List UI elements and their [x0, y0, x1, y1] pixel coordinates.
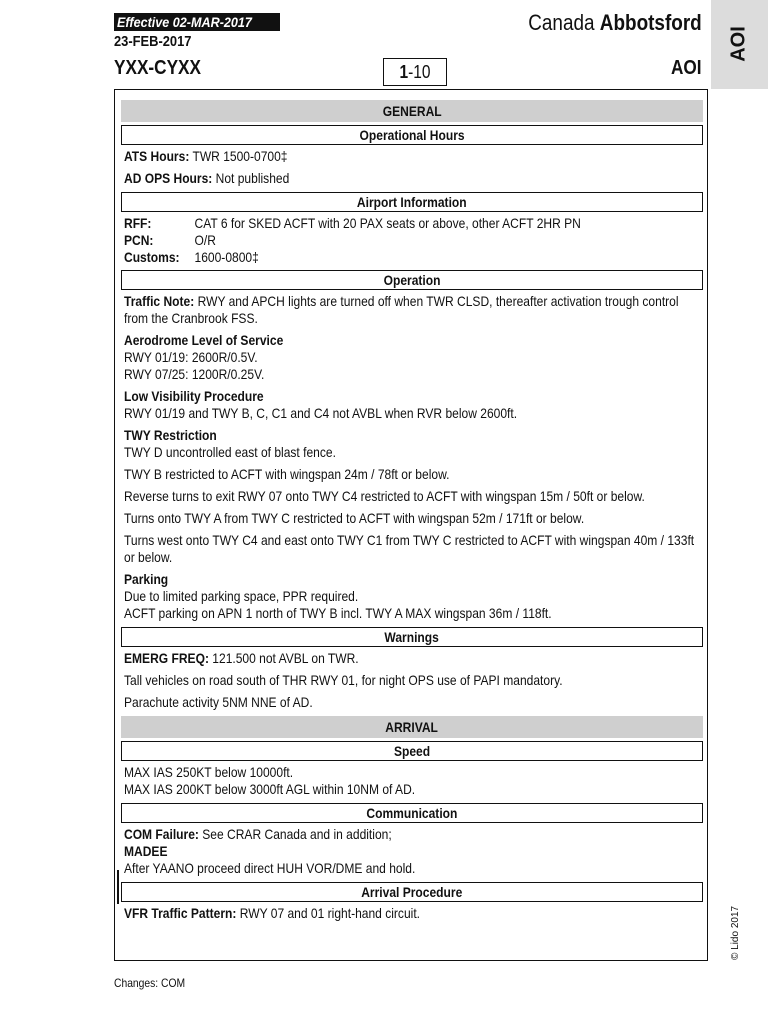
subsection-speed: Speed [121, 741, 703, 761]
low-visibility-text: RWY 01/19 and TWY B, C, C1 and C4 not AVBL when RVR below 2600ft. [124, 405, 518, 421]
parking-title: Parking [124, 571, 169, 587]
subsection-arrival-procedure: Arrival Procedure [121, 882, 703, 902]
copyright: © Lido 2017 [730, 905, 741, 960]
twy-line: TWY B restricted to ACFT with wingspan 24m / 78ft or below. [124, 466, 450, 482]
changes-note: Changes: COM [114, 976, 186, 990]
issue-date: 23-FEB-2017 [114, 33, 192, 50]
subsection-communication: Communication [121, 803, 703, 823]
twy-line: Turns onto TWY A from TWY C restricted to ACFT with wingspan 52m / 171ft or below. [124, 510, 585, 526]
subsection-operation: Operation [121, 270, 703, 290]
speed-line: MAX IAS 200KT below 3000ft AGL within 10NM of AD. [124, 781, 416, 797]
traffic-note: Traffic Note: RWY and APCH lights are turned off when TWR CLSD, thereafter activation trough control from the Cranbrook FSS. [124, 293, 679, 326]
madee-title: MADEE [124, 843, 168, 859]
twy-line: Turns west onto TWY C4 and east onto TWY C1 from TWY C restricted to ACFT with wingspan 40m / 133ft or below. [124, 532, 695, 565]
speed-line: MAX IAS 250KT below 10000ft. [124, 764, 294, 780]
warning-line: Parachute activity 5NM NNE of AD. [124, 694, 313, 710]
ad-ops-hours: AD OPS Hours: Not published [124, 170, 290, 186]
subsection-airport-information: Airport Information [121, 192, 703, 212]
vfr-traffic-pattern: VFR Traffic Pattern: RWY 07 and 01 right-hand circuit. [124, 905, 421, 921]
parking-line: Due to limited parking space, PPR required. [124, 588, 359, 604]
parking-line: ACFT parking on APN 1 north of TWY B incl. TWY A MAX wingspan 36m / 118ft. [124, 605, 552, 621]
com-failure: COM Failure: See CRAR Canada and in addition; [124, 826, 392, 842]
airport-code: AOI [671, 57, 702, 79]
twy-line: Reverse turns to exit RWY 07 onto TWY C4 restricted to ACFT with wingspan 15m / 50ft or below. [124, 488, 645, 504]
rff-row: RFF: CAT 6 for SKED ACFT with 20 PAX seats or above, other ACFT 2HR PN [124, 215, 581, 231]
low-visibility-title: Low Visibility Procedure [124, 388, 264, 404]
location-title: Canada Abbotsford [528, 10, 702, 35]
section-general: GENERAL [121, 100, 703, 122]
route-code: YXX-CYXX [114, 57, 201, 79]
section-arrival: ARRIVAL [121, 716, 703, 738]
als-line: RWY 01/19: 2600R/0.5V. [124, 349, 258, 365]
twy-restriction-title: TWY Restriction [124, 427, 217, 443]
ats-hours: ATS Hours: TWR 1500-0700‡ [124, 148, 288, 164]
content-frame [114, 89, 708, 961]
change-bar [117, 870, 119, 904]
subsection-operational-hours: Operational Hours [121, 125, 703, 145]
als-line: RWY 07/25: 1200R/0.25V. [124, 366, 265, 382]
customs-row: Customs: 1600-0800‡ [124, 249, 259, 265]
index-tab: AOI [711, 0, 768, 89]
aerodrome-level-of-service-title: Aerodrome Level of Service [124, 332, 284, 348]
effective-date-banner: Effective 02-MAR-2017 [114, 13, 280, 31]
page-number: 1-10 [383, 58, 447, 86]
emerg-freq: EMERG FREQ: 121.500 not AVBL on TWR. [124, 650, 359, 666]
warning-line: Tall vehicles on road south of THR RWY 01, for night OPS use of PAPI mandatory. [124, 672, 563, 688]
pcn-row: PCN: O/R [124, 232, 216, 248]
madee-text: After YAANO proceed direct HUH VOR/DME and hold. [124, 860, 416, 876]
subsection-warnings: Warnings [121, 627, 703, 647]
twy-line: TWY D uncontrolled east of blast fence. [124, 444, 336, 460]
